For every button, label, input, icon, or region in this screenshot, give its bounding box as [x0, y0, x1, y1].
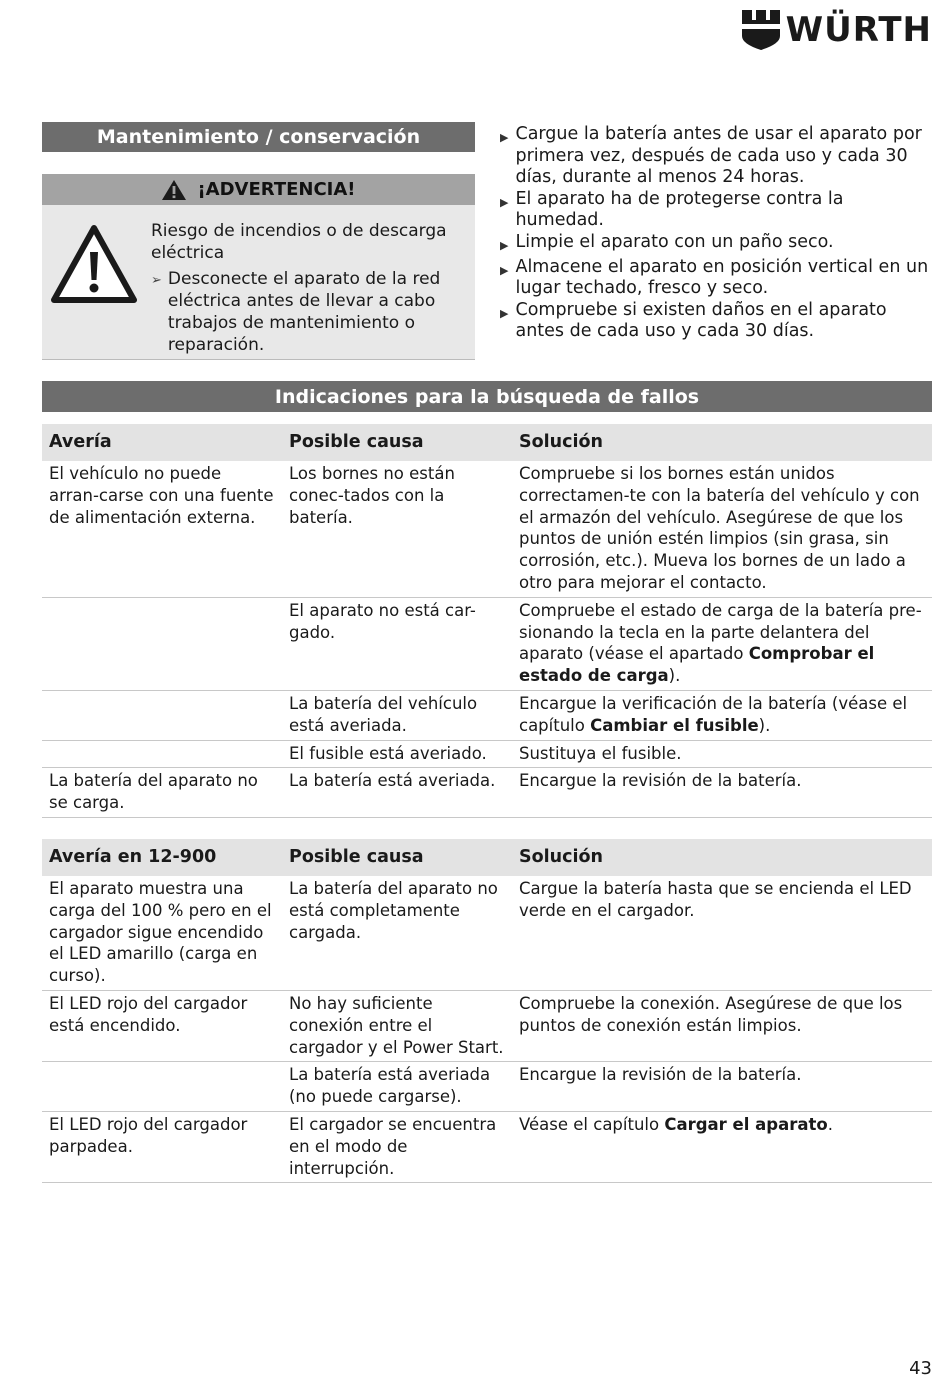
warning-risk: Riesgo de incendios o de descarga eléctrica: [151, 221, 447, 263]
solution-cell: Sustituya el fusible.: [512, 740, 932, 768]
solution-cell: Compruebe si los bornes están unidos correctamen-te con la batería del vehículo y con el armazón del vehículo. Asegúrese de que los puntos de unión estén limpios (sin grasa, sin corrosión, etc.). Mueva los bornes de un lado a otro para mejorar el contacto.: [512, 461, 932, 597]
triangle-bullet-icon: ▶: [500, 263, 509, 277]
list-item: ▶ El aparato ha de protegerse contra la humedad.: [500, 188, 844, 231]
solution-cell: Compruebe la conexión. Asegúrese de que los puntos de conexión están limpios.: [512, 990, 932, 1061]
solution-cell: Cargue la batería hasta que se encienda el LED verde en el cargador.: [512, 876, 932, 990]
table-header-row: [42, 424, 932, 461]
fault-cell: [42, 740, 282, 768]
section-reference: Cargar el aparato: [664, 1114, 828, 1134]
warning-triangle-icon: [50, 224, 138, 304]
column-header: Posible causa: [282, 424, 512, 461]
wurth-emblem-icon: [742, 10, 780, 50]
column-header: Solución: [512, 839, 932, 876]
cause-cell: La batería del vehículo está averiada.: [282, 690, 512, 740]
warning-text: [151, 220, 466, 356]
maintenance-instructions: [500, 124, 930, 343]
section-reference: Comprobar el estado de carga: [519, 644, 875, 686]
warning-action-item: [151, 268, 466, 356]
column-header: Avería: [42, 424, 282, 461]
fault-cell: El LED rojo del cargador está encendido.: [42, 990, 282, 1061]
triangle-bullet-icon: ▶: [500, 195, 509, 209]
table-row: [42, 1111, 932, 1182]
troubleshooting-table-2: [42, 839, 932, 1183]
warning-small-icon: [161, 179, 187, 201]
table-row: [42, 740, 932, 768]
fault-cell: El LED rojo del cargador parpadea.: [42, 1111, 282, 1182]
table-row: [42, 1062, 932, 1112]
fault-cell: El vehículo no puede arran-carse con una fuente de alimentación externa.: [42, 461, 282, 597]
cause-cell: El aparato no está car-gado.: [282, 597, 512, 690]
table-row: [42, 690, 932, 740]
triangle-bullet-icon: ▶: [500, 131, 509, 144]
solution-cell: Encargue la revisión de la batería.: [512, 1062, 932, 1112]
wurth-logo: [742, 10, 932, 50]
table-row: [42, 461, 932, 597]
list-item: ▶ Limpie el aparato con un paño seco.: [500, 232, 930, 257]
cause-cell: No hay suficiente conexión entre el cargador y el Power Start.: [282, 990, 512, 1061]
table-header-row: [42, 839, 932, 876]
triangle-bullet-icon: ▶: [500, 306, 509, 320]
solution-cell: Encargue la verificación de la batería (véase el capítulo Cambiar el fusible).: [512, 690, 932, 740]
cause-cell: La batería del aparato no está completamente cargada.: [282, 876, 512, 990]
cause-cell: El cargador se encuentra en el modo de interrupción.: [282, 1111, 512, 1182]
list-item: ▶ Compruebe si existen daños en el aparato antes de cada uso y cada 30 días.: [500, 299, 887, 342]
troubleshooting-table-1: [42, 424, 932, 818]
table-row: [42, 597, 932, 690]
arrow-bullet-icon: ➢: [151, 273, 162, 288]
section-reference: Cambiar el fusible: [590, 715, 759, 735]
troubleshooting-title: Indicaciones para la búsqueda de fallos: [42, 381, 932, 412]
list-item: ▶ Cargue la batería antes de usar el aparato por primera vez, después de cada uso y cada 30 días, durante al menos 24 horas.: [500, 124, 922, 188]
cause-cell: Los bornes no están conec-tados con la batería.: [282, 461, 512, 597]
cause-cell: La batería está averiada (no puede cargarse).: [282, 1062, 512, 1112]
warning-box: [42, 174, 475, 360]
warning-action: Desconecte el aparato de la red eléctrica antes de llevar a cabo trabajos de mantenimiento o reparación.: [167, 269, 441, 355]
triangle-bullet-icon: ▶: [500, 238, 509, 252]
warning-title: ¡ADVERTENCIA!: [197, 179, 356, 200]
fault-cell: [42, 690, 282, 740]
column-header: Solución: [512, 424, 932, 461]
column-header: Avería en 12-900: [42, 839, 282, 876]
warning-header: [42, 174, 475, 205]
cause-cell: La batería está averiada.: [282, 768, 512, 818]
table-row: [42, 990, 932, 1061]
brand-name: WÜRTH: [785, 10, 932, 50]
fault-cell: [42, 1062, 282, 1112]
fault-cell: El aparato muestra una carga del 100 % pero en el cargador sigue encendido el LED amarillo (carga en curso).: [42, 876, 282, 990]
table-row: [42, 876, 932, 990]
solution-cell: Véase el capítulo Cargar el aparato.: [512, 1111, 932, 1182]
cause-cell: El fusible está averiado.: [282, 740, 512, 768]
solution-cell: Encargue la revisión de la batería.: [512, 768, 932, 818]
maintenance-title: Mantenimiento / conservación: [42, 122, 475, 152]
list-item: ▶ Almacene el aparato en posición vertical en un lugar techado, fresco y seco.: [500, 256, 929, 299]
fault-cell: La batería del aparato no se carga.: [42, 768, 282, 818]
column-header: Posible causa: [282, 839, 512, 876]
fault-cell: [42, 597, 282, 690]
page-number: 43: [909, 1358, 932, 1379]
solution-cell: Compruebe el estado de carga de la batería pre-sionando la tecla en la parte delantera del aparato (véase el apartado Comprobar el estado de carga).: [512, 597, 932, 690]
table-row: [42, 768, 932, 818]
